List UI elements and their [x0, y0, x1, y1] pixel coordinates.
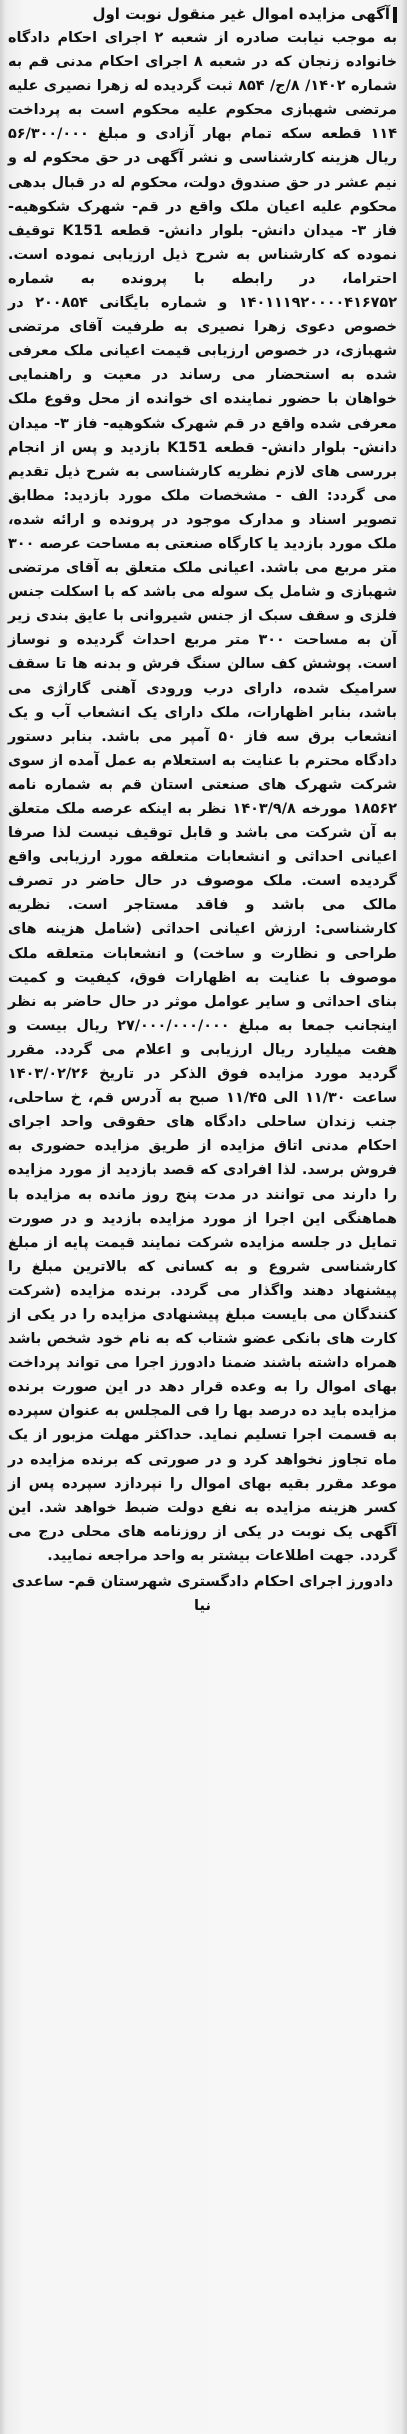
- title-bullet-mark: [393, 7, 397, 23]
- notice-signature: [8, 1570, 397, 1618]
- notice-title-text: آگهی مزایده اموال غیر منقول نوبت اول: [92, 5, 390, 23]
- signature-text: دادورز اجرای احکام دادگستری شهرستان قم- ساعدی نیا: [11, 1573, 394, 1614]
- notice-title: [8, 4, 397, 24]
- notice-body-paragraph: به موجب نیابت صادره از شعبه ۲ اجرای احکام دادگاه خانواده زنجان که در شعبه ۸ اجرای احکام مدنی قم به شماره ۱۴۰۲/ ۸/ج/ ۸۵۴ ثبت گردیده له زهرا نصیری علیه مرتضی شهبازی محکوم علیه محکوم است به پرداخت ۱۱۴ قطعه سکه تمام بهار آزادی و مبلغ ۵۶/۳۰۰/۰۰۰ ریال هزینه کارشناسی و نشر آگهی در حق محکوم له و نیم عشر در حق صندوق دولت، محکوم له در قبال بدهی محکوم علیه اعیان ملک واقع در قم- شهرک شکوهیه- فاز ۳- میدان دانش- بلوار دانش- قطعه K151 توقیف نموده که کارشناس به شرح ذیل ارزیابی نموده است. احتراما، در رابطه با پرونده به شماره ۱۴۰۱۱۱۹۲۰۰۰۰۴۱۶۷۵۲ و شماره بایگانی ۲۰۰۸۵۴ در خصوص دعوی زهرا نصیری به طرفیت آقای مرتضی شهبازی، در خصوص ارزیابی قیمت اعیانی ملک معرفی شده به استحضار می رساند در معیت و راهنمایی خواهان با حضور نماینده ای خوانده از محل وقوع ملک معرفی شده واقع در قم شهرک شکوهیه- فاز ۳- میدان دانش- بلوار دانش- قطعه K151 بازدید و پس از انجام بررسی های لازم نظریه کارشناسی به شرح ذیل تقدیم می گردد: الف - مشخصات ملک مورد بازدید: مطابق تصویر اسناد و مدارک موجود در پرونده و ارائه شده، ملک مورد بازدید یا کارگاه صنعتی به مساحت عرصه ۳۰۰ متر مربع می باشد. اعیانی ملک متعلق به آقای مرتضی شهبازی و شامل یک سوله می باشد که با اسکلت جنس فلزی و سقف سبک از جنس شیروانی با عایق بندی زیر آن به مساحت ۳۰۰ متر مربع احداث گردیده و نوساز است. پوشش کف سالن سنگ فرش و بدنه ها تا سقف سرامیک شده، دارای درب ورودی آهنی گاراژی می باشد، بنابر اظهارات، ملک دارای یک انشعاب آب و یک انشعاب برق سه فاز ۵۰ آمپر می باشد. بنابر دستور دادگاه محترم با عنایت به استعلام به عمل آمده از سوی شرکت شهرک های صنعتی استان قم به شماره نامه ۱۸۵۶۲ مورخه ۱۴۰۳/۹/۸ نظر به اینکه عرصه ملک متعلق به آن شرکت می باشد و قابل توقیف نیست لذا صرفا اعیانی احداثی و انشعابات متعلقه مورد ارزیابی واقع گردیده است. ملک موصوف در حال حاضر در تصرف مالک می باشد و فاقد مستاجر است. نظریه کارشناسی: ارزش اعیانی احداثی (شامل هزینه های طراحی و نظارت و ساخت) و انشعابات متعلقه ملک موصوف با عنایت به اظهارات فوق، کیفیت و کمیت بنای احداثی و سایر عوامل موثر در حال حاضر به نظر اینجانب جمعا به مبلغ ۲۷/۰۰۰/۰۰۰/۰۰۰ ریال بیست و هفت میلیارد ریال ارزیابی و اعلام می گردد. مقرر گردید مورد مزایده فوق الذکر در تاریخ ۱۴۰۳/۰۲/۲۶ ساعت ۱۱/۳۰ الی ۱۱/۴۵ صبح به آدرس قم، خ ساحلی، جنب زندان ساحلی دادگاه های حقوقی واحد اجرای احکام مدنی اتاق مزایده از طریق مزایده حضوری به فروش برسد. لذا افرادی که قصد بازدید از مورد مزایده را دارند می توانند در مدت پنج روز مانده به مزایده با هماهنگی این اجرا از مورد مزایده بازدید و در صورت تمایل در جلسه مزایده شرکت نمایند قیمت پایه از مبلغ کارشناسی شروع و به کسانی که بالاترین مبلغ را پیشنهاد دهند واگذار می گردد. برنده مزایده (شرکت کنندگان می بایست مبلغ پیشنهادی مزایده را در یکی از کارت های بانکی عضو شتاب که به نام خود شخص باشد همراه داشته باشند ضمنا دادورز اجرا می تواند پرداخت بهای اموال را به وعده قرار دهد در این صورت برنده مزایده باید ده درصد بها را فی المجلس به عنوان سپرده به قسمت اجرا تسلیم نماید. حداکثر مهلت مزبور از یک ماه تجاوز نخواهد کرد و در صورتی که برنده مزایده در موعد مقرر بقیه بهای اموال را نپردازد سپرده پس از کسر هزینه مزایده به نفع دولت ضبط خواهد شد. این آگهی یک نوبت در یکی از روزنامه های محلی درج می گردد. جهت اطلاعات بیشتر به واحد مراجعه نمایید.: [8, 30, 398, 1564]
- paper-edge-right: [401, 0, 407, 2434]
- paper-edge-left: [0, 0, 6, 2434]
- notice-body: [8, 26, 397, 1568]
